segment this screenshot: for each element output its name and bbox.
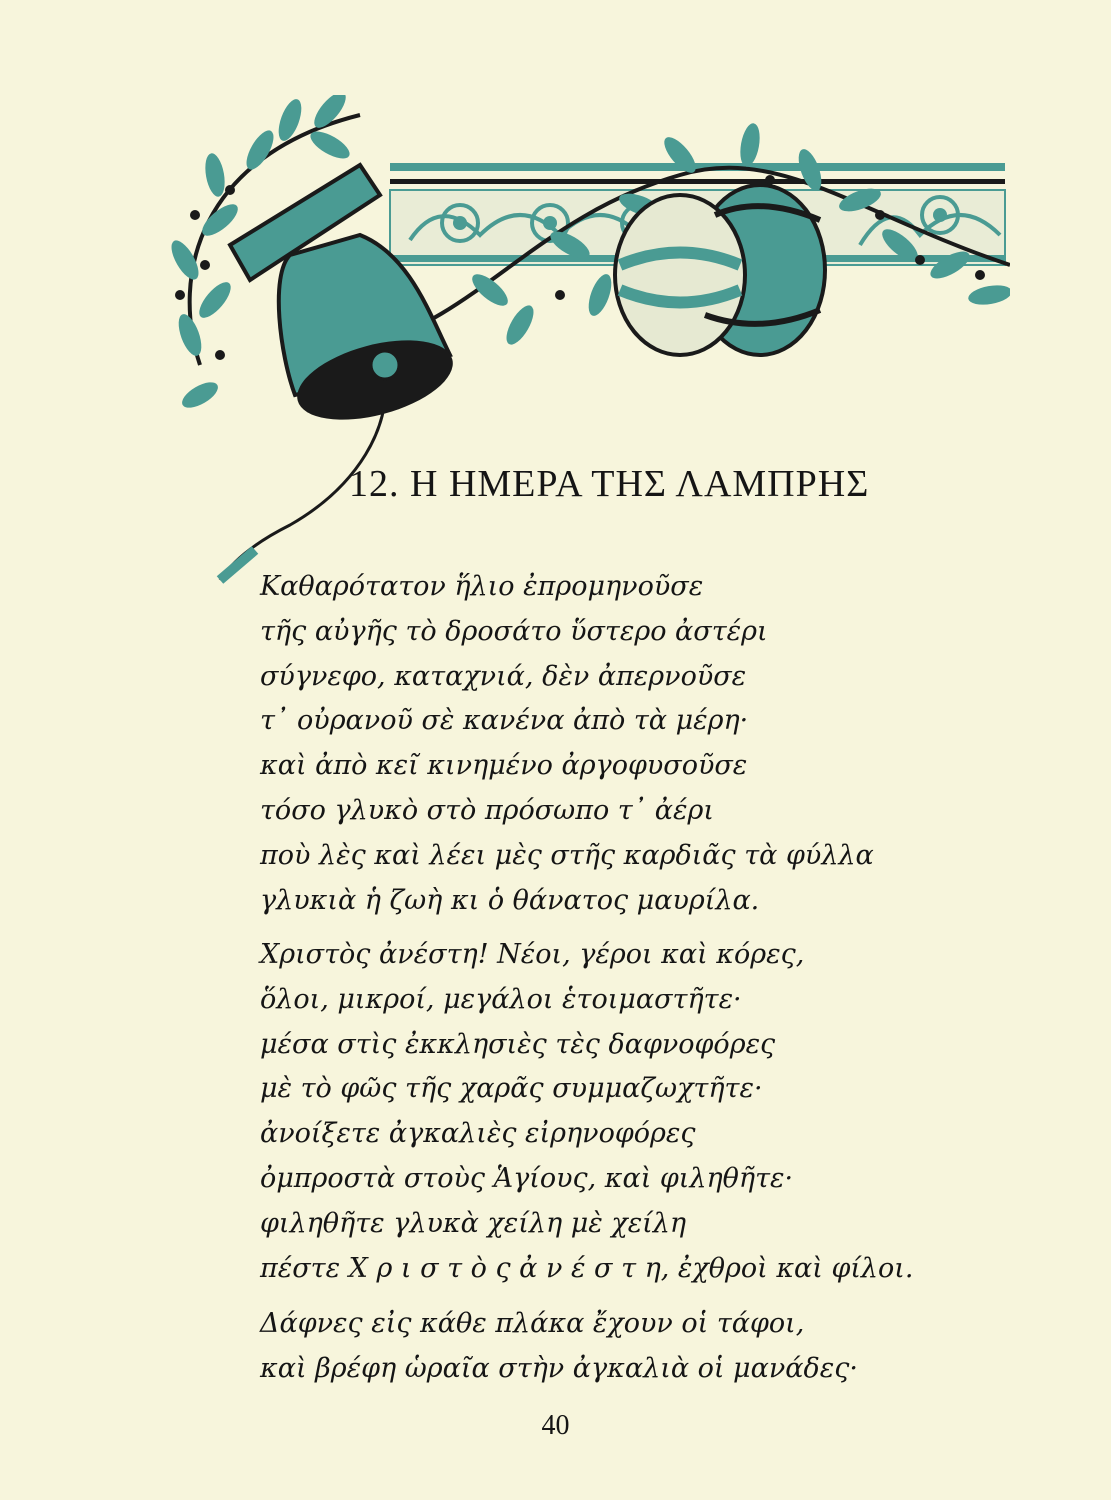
poem-line: Χριστὸς ἀνέστη! Νέοι, γέροι καὶ κόρες, — [260, 939, 805, 970]
poem-line: πέστε Χ ρ ι σ τ ὸ ς ἀ ν έ σ τ η, ἐχθροὶ καὶ φίλοι. — [260, 1252, 914, 1284]
bell — [220, 235, 461, 580]
poem-line: ὅλοι, μικροί, μεγάλοι ἑτοιμαστῆτε· — [260, 983, 742, 1015]
poem-stanza-3 — [260, 1302, 858, 1392]
poem-line: ἀνοίξετε ἀγκαλιὲς εἰρηνοφόρες — [260, 1118, 696, 1150]
easter-bell-and-eggs-illustration — [160, 95, 1010, 585]
poem-line: καὶ ἀπὸ κεῖ κινημένο ἀργοφυσοῦσε — [260, 750, 748, 782]
poem-line: γλυκιὰ ἡ ζωὴ κι ὁ θάνατος μαυρίλα. — [260, 884, 760, 916]
poem-line: καὶ βρέφη ὡραῖα στὴν ἀγκαλιὰ οἱ μανάδες· — [260, 1352, 858, 1384]
poem-line: σύγνεφο, καταχνιά, δὲν ἀπερνοῦσε — [260, 660, 747, 692]
poem-line: Καθαρότατον ἥλιο ἐπρομηνοῦσε — [260, 571, 704, 602]
poem-stanza-2 — [260, 933, 913, 1291]
poem-line: τ᾽ οὐρανοῦ σὲ κανένα ἀπὸ τὰ μέρη· — [260, 705, 749, 737]
page-number: 40 — [541, 1410, 570, 1441]
poem-line: φιληθῆτε γλυκὰ χείλη μὲ χείλη — [260, 1207, 687, 1239]
chapter-title: 12. Η ΗΜΕΡΑ ΤΗΣ ΛΑΜΠΡΗΣ — [349, 463, 870, 505]
easter-eggs — [615, 185, 825, 355]
poem-line: Δάφνες εἰς κάθε πλάκα ἔχουν οἱ τάφοι, — [260, 1308, 805, 1339]
poem-line: ποὺ λὲς καὶ λέει μὲς στῆς καρδιᾶς τὰ φύλλα — [260, 839, 874, 871]
poem-line: μὲ τὸ φῶς τῆς χαρᾶς συμμαζωχτῆτε· — [260, 1073, 763, 1105]
poem-stanza-1 — [260, 565, 874, 923]
poem-line: ὀμπροστὰ στοὺς Ἁγίους, καὶ φιληθῆτε· — [260, 1162, 794, 1194]
poem-line: μέσα στὶς ἐκκλησιὲς τὲς δαφνοφόρες — [260, 1028, 776, 1060]
poem-line: τῆς αὐγῆς τὸ δροσάτο ὕστερο ἀστέρι — [260, 615, 768, 647]
poem-line: τόσο γλυκὸ στὸ πρόσωπο τ᾽ ἀέρι — [260, 794, 714, 826]
